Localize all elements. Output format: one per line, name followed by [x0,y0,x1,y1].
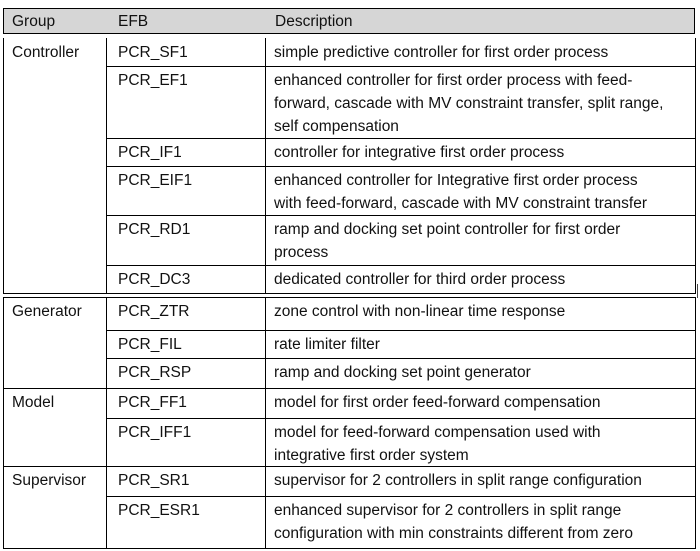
grid-hline [3,548,696,549]
cell-group: Controller [12,44,80,61]
grid-hline [3,293,696,294]
cell-efb: PCR_ZTR [118,303,190,320]
cell-description: rate limiter filter [274,336,380,353]
cell-efb: PCR_RD1 [118,221,191,238]
cell-description: process [274,244,329,261]
cell-description: controller for integrative first order process [274,144,565,161]
cell-description: ramp and docking set point generator [274,364,531,381]
header-description: Description [275,13,353,30]
cell-efb: PCR_IF1 [118,144,182,161]
cell-efb: PCR_DC3 [118,271,191,288]
cell-description: supervisor for 2 controllers in split range configuration [274,472,642,489]
cell-description: enhanced controller for first order process with feed- [274,72,633,89]
cell-efb: PCR_ESR1 [118,502,200,519]
cell-description: self compensation [274,118,399,135]
cell-efb: PCR_SF1 [118,44,188,61]
cell-description: enhanced controller for Integrative first order process [274,172,638,189]
cell-description: integrative first order system [274,447,469,464]
cell-group: Model [12,394,55,411]
cell-description: model for first order feed-forward compensation [274,394,601,411]
cell-description: forward, cascade with MV constraint transfer, split range, [274,95,664,112]
cell-efb: PCR_FF1 [118,394,187,411]
cell-description: zone control with non-linear time response [274,303,566,320]
cell-description: ramp and docking set point controller for first order [274,221,621,238]
cell-description: with feed-forward, cascade with MV constraint transfer [274,195,648,212]
cell-group: Generator [12,303,82,320]
cell-efb: PCR_RSP [118,364,192,381]
cell-efb: PCR_SR1 [118,472,190,489]
header-group: Group [12,13,56,30]
cell-description: model for feed-forward compensation used with [274,424,601,441]
cell-efb: PCR_EIF1 [118,172,193,189]
cell-description: dedicated controller for third order process [274,271,566,288]
cell-efb: PCR_FIL [118,336,182,353]
cell-description: configuration with min constraints different from zero [274,525,633,542]
cell-description: enhanced supervisor for 2 controllers in split range [274,502,622,519]
cell-efb: PCR_IFF1 [118,424,192,441]
cell-description: simple predictive controller for first order process [274,44,609,61]
cell-group: Supervisor [12,472,87,489]
header-efb: EFB [118,13,149,30]
text-cursor-mark [697,284,698,298]
cell-efb: PCR_EF1 [118,72,188,89]
